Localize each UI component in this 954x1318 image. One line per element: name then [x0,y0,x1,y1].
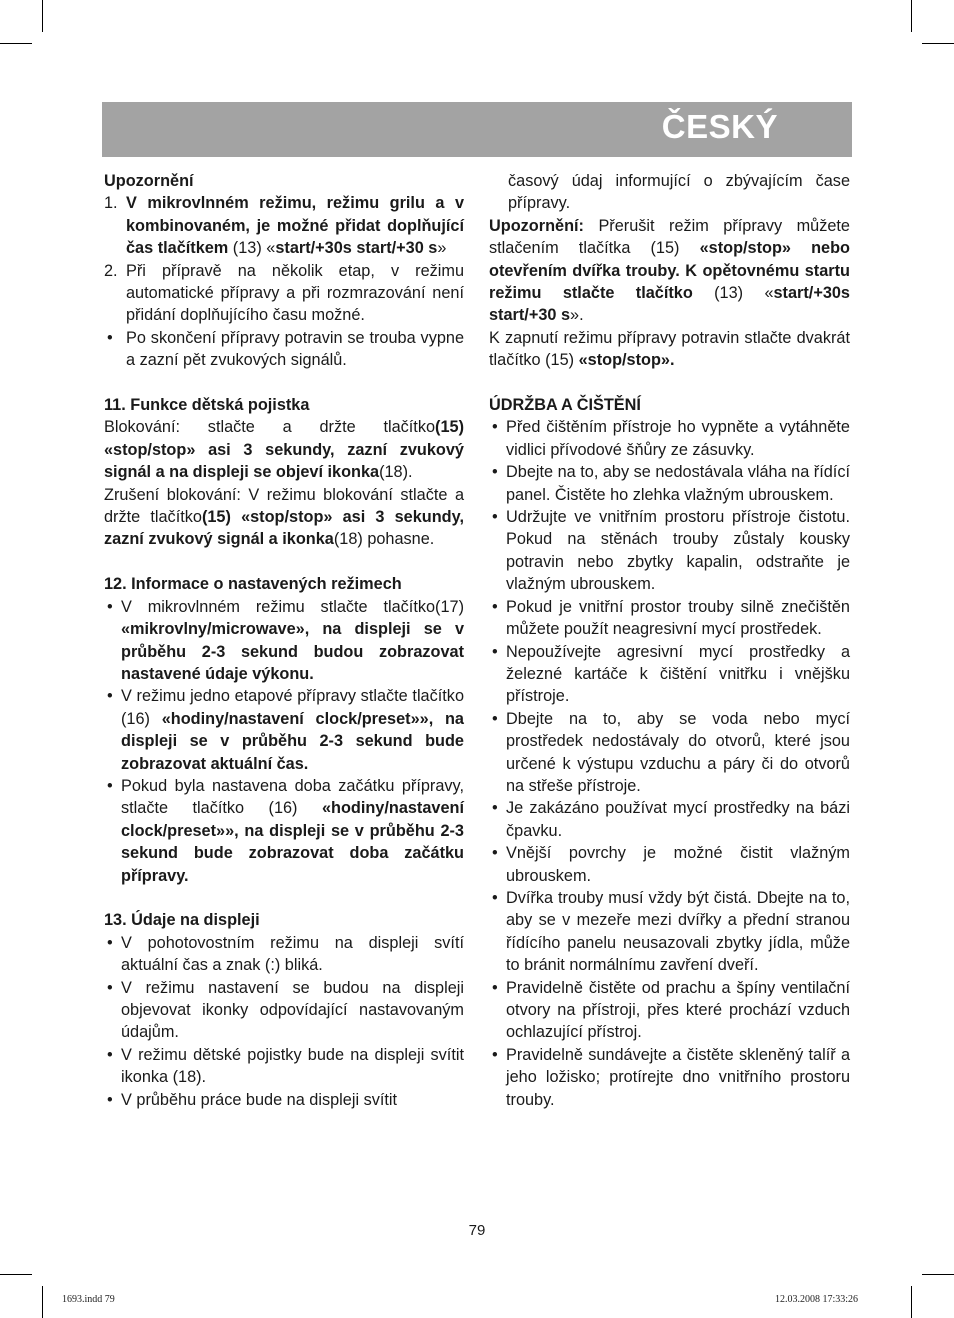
bullet-icon: • [492,508,498,527]
bullet-text: Dbejte na to, aby se voda nebo mycí prostředek nedostávaly do otvorů, které jsou určené k výstupu vzduchu a páry či do otvorů na střeše přístroje. [506,709,850,795]
bullet-icon: • [107,597,113,616]
text-run: (18). [379,463,413,482]
maintenance-item [489,887,850,977]
maintenance-item [489,977,850,1044]
stop-note [489,215,850,327]
text-run: Při přípravě na několik etap, v režimu automatické přípravy a při rozmrazování není přidání doplňujícího času možné. [126,261,464,325]
bullet-text: Vnější povrchy je možné čistit vlažným ubrouskem. [506,844,850,885]
bullet-icon: • [107,933,113,952]
maintenance-list [489,416,850,1111]
bullet-text [121,596,464,686]
section-11-unblocking-text [104,484,464,551]
bullet-icon: • [492,642,498,661]
section-13-item [104,1089,464,1111]
bullet-text: Po skončení přípravy potravin se trouba vypne a zazní pět zvukových signálů. [126,328,464,370]
bullet-text: Nepoužívejte agresivní mycí prostředky a železné kartáče k čištění vnitřku i vnějšku přístroje. [506,642,850,706]
crop-mark [922,43,954,44]
bold-text-run: «stop/stop». [578,351,675,370]
bullet-text: Před čištěním přístroje ho vypněte a vytáhněte vidlici přívodové šňůry ze zásuvky. [506,418,850,459]
language-header-bar [102,102,852,157]
crop-mark [911,1286,912,1318]
section-12-item [104,775,464,887]
right-column [489,170,850,1111]
bullet-icon: • [107,776,113,795]
item-number: 2. [104,261,118,280]
bullet-text: Dbejte na to, aby se nedostávala vláha na řídící panel. Čistěte ho zlehka vlažným ubrouskem. [506,463,850,504]
bullet-icon: • [107,328,113,347]
continuation-text: časový údaj informující o zbývajícím čase přípravy. [508,172,850,213]
maintenance-item [489,506,850,596]
text-run: V mikrovlnném režimu stlačte tlačítko(17) [121,597,464,616]
text-run: » [437,239,447,258]
language-title: ČESKÝ [661,108,778,145]
bullet-icon: • [492,799,498,818]
bullet-icon: • [492,888,498,907]
bold-text-run: (15) «stop/stop» asi 3 sekundy, zazní zvukový signál a na displeji se objeví ikonka [104,418,464,482]
footer-datetime: 12.03.2008 17:33:26 [775,1294,859,1305]
bullet-icon: • [107,978,113,997]
bullet-icon: • [492,709,498,728]
section-13-heading: 13. Údaje na displeji [104,911,260,930]
maintenance-heading: ÚDRŽBA A ČIŠTĚNÍ [489,396,641,415]
bullet-text: V průběhu práce bude na displeji svítit [121,1090,398,1109]
crop-mark [922,1274,954,1275]
bold-text-run: «hodiny/nastavení clock/preset»», na displeji se v průběhu 2-3 sekund bude zobrazovat aktuální čas. [121,709,464,773]
left-column [104,170,464,1111]
bullet-icon: • [107,1090,113,1109]
bold-text-run: (15) «stop/stop» asi 3 sekundy, zazní zvukový signál a ikonka [104,508,464,549]
bold-text-run: «stop/stop» nebo otevřením dvířka trouby. K opětovnému startu režimu stlačte tlačítko [489,239,850,303]
maintenance-item [489,416,850,461]
bullet-text: V režimu dětské pojistky bude na displeji svítit ikonka (18). [121,1045,464,1087]
bold-text-run: «hodiny/nastavení clock/preset»», na displeji se v průběhu 2-3 sekund bude zobrazovat doba začátku přípravy. [121,799,464,885]
text-run: K zapnutí režimu přípravy potravin stlačte dvakrát tlačítko (15) [489,328,850,370]
text-run: ». [570,306,584,325]
bullet-text: Pravidelně čistěte od prachu a špíny ventilační otvory na přístroji, přes které prochází vzduch ochlazující přístroj. [506,978,850,1042]
section-11-blocking-text [104,416,464,483]
text-run: (13) « [692,284,774,303]
section-12-heading: 12. Informace o nastavených režimech [104,575,402,594]
warning-item-2 [104,260,464,327]
maintenance-item [489,708,850,798]
section-11-heading: 11. Funkce dětská pojistka [104,396,310,415]
warning-item-text [126,192,464,259]
crop-mark [42,0,43,32]
text-run: Přerušit režim přípravy můžete stlačením tlačítka (15) [489,216,850,258]
bullet-icon: • [492,597,498,616]
bullet-icon: • [492,844,498,863]
crop-mark [0,43,32,44]
bold-text-run: Upozornění: [489,216,584,235]
bullet-text: V pohotovostním režimu na displeji svítí aktuální čas a znak (:) bliká. [121,933,464,975]
warning-item-text [126,260,464,327]
crop-mark [0,1274,32,1275]
bullet-text: Pokud je vnitřní prostor trouby silně znečištěn můžete použít neagresivní mycí prostředek. [506,597,850,639]
warning-bullet-item [104,327,464,372]
page-number: 79 [468,1222,486,1239]
maintenance-item [489,842,850,887]
maintenance-item [489,641,850,708]
maintenance-item [489,797,850,842]
bold-text-run: V mikrovlnném režimu, režimu grilu a v kombinovaném, je možné přidat doplňující čas tlačítkem [126,194,464,258]
bullet-icon: • [492,418,498,437]
bullet-text: V režimu nastavení se budou na displeji objevovat ikonky odpovídající nastavovaným údajům. [121,978,464,1042]
bold-text-run: «mikrovlny/microwave», na displeji se v průběhu 2-3 sekund budou zobrazovat nastavené údaje výkonu. [121,620,464,683]
text-run: Zrušení blokování: V režimu blokování stlačte a držte tlačítko [104,485,464,527]
warning-item-1 [104,192,464,259]
text-run: (18) pohasne. [333,530,435,549]
text-run: Pokud byla nastavena doba začátku přípravy, stlačte tlačítko (16) [121,776,464,818]
section-13-item [104,977,464,1044]
bullet-icon: • [107,1045,113,1064]
bullet-text [121,685,464,775]
crop-mark [42,1286,43,1318]
section-12-item [104,596,464,686]
maintenance-item [489,1044,850,1111]
bullet-text: Dvířka trouby musí vždy být čistá. Dbejte na to, aby se v mezeře mezi dvířky a přední stranou řídícího panelu neusazovali zbytky jídla, může to bránit normálnímu zavření dveří. [506,888,850,975]
section-12-item [104,685,464,775]
bold-text-run: start/+30s start/+30 s [489,284,850,325]
start-note [489,327,850,372]
section-13-item [104,932,464,977]
text-run: (13) « [228,239,276,258]
warning-heading: Upozornění [104,172,194,190]
section-13-item [104,1044,464,1089]
maintenance-item [489,461,850,506]
maintenance-item [489,596,850,641]
bullet-icon: • [492,463,498,482]
item-number: 1. [104,194,118,213]
bullet-icon: • [492,978,498,997]
bullet-text [121,775,464,887]
bold-text-run: start/+30s start/+30 s [275,239,438,258]
bullet-icon: • [492,1045,498,1064]
bullet-text: Udržujte ve vnitřním prostoru přístroje čistotu. Pokud na stěnách trouby zůstaly kousky potravin nebo zbytky kapalin, odstraňte je vlažným ubrouskem. [506,508,850,594]
bullet-text: Je zakázáno používat mycí prostředky na bázi čpavku. [506,799,850,840]
text-run: V režimu jedno etapové přípravy stlačte tlačítko (16) [121,687,464,728]
text-run: Blokování: stlačte a držte tlačítko [104,418,436,437]
crop-mark [911,0,912,32]
bullet-icon: • [107,687,113,706]
footer-file-info: 1693.indd 79 [62,1294,115,1305]
bullet-text: Pravidelně sundávejte a čistěte skleněný talíř a jeho ložisko; protírejte dno vnitřního prostoru trouby. [506,1045,850,1109]
